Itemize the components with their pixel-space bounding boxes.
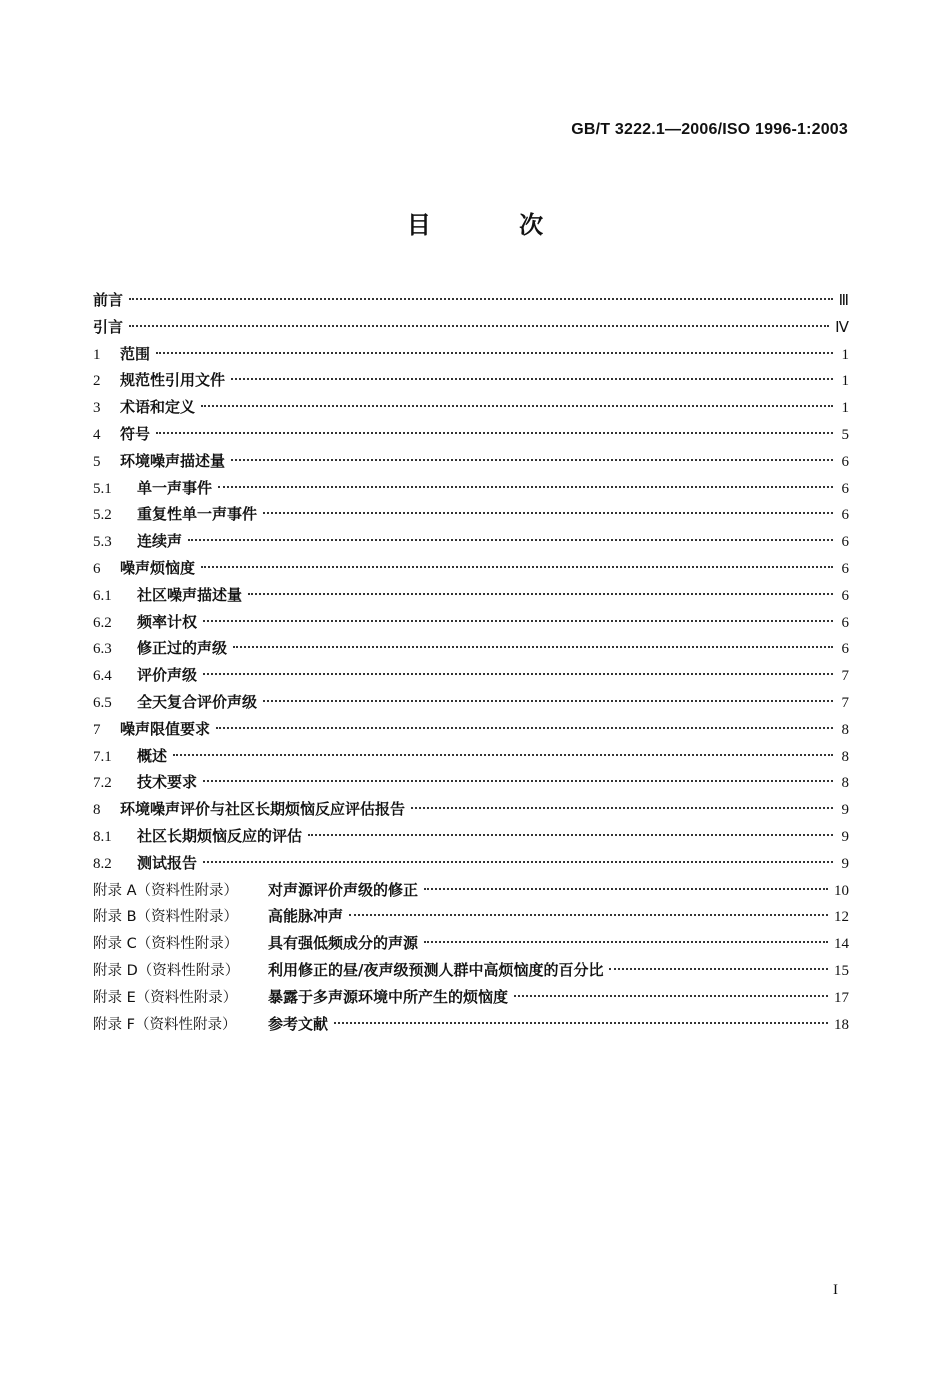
toc-entry-page: 18 [834, 1016, 849, 1033]
toc-entry-number: 7.1 [93, 748, 112, 765]
toc-entry[interactable] [93, 986, 849, 1013]
toc-entry[interactable] [93, 450, 849, 477]
toc-entry-page: Ⅳ [835, 319, 849, 336]
toc-entry-number: 4 [93, 426, 101, 443]
toc-entry-label: 参考文献 [268, 1014, 329, 1033]
toc-entry-number: 1 [93, 346, 101, 363]
toc-entry[interactable] [93, 316, 849, 343]
toc-entry-label: 修正过的声级 [137, 639, 228, 658]
toc-entry[interactable] [93, 343, 849, 370]
dot-leader [188, 539, 833, 541]
toc-entry-label: 全天复合评价声级 [137, 692, 258, 711]
toc-entry-number: 5.1 [93, 480, 112, 497]
toc-entry[interactable] [93, 530, 849, 557]
dot-leader [156, 432, 833, 434]
toc-entry-page: 6 [841, 507, 849, 524]
dot-leader [156, 352, 833, 354]
toc-entry-page: 6 [841, 453, 849, 470]
toc-entry-page: 6 [841, 480, 849, 497]
toc-entry-label: 具有强低频成分的声源 [268, 934, 419, 953]
table-of-contents [93, 289, 849, 1039]
toc-entry-label: 术语和定义 [120, 398, 196, 417]
dot-leader [203, 673, 833, 675]
dot-leader [424, 941, 828, 943]
dot-leader [424, 888, 828, 890]
toc-entry-page: 6 [841, 614, 849, 631]
toc-entry-label: 技术要求 [137, 773, 198, 792]
dot-leader [129, 298, 833, 300]
dot-leader [201, 566, 833, 568]
toc-entry[interactable] [93, 664, 849, 691]
toc-entry-page: 8 [841, 748, 849, 765]
toc-entry-page: 10 [834, 882, 849, 899]
dot-leader [203, 620, 833, 622]
toc-entry-number: 附录 A（资料性附录） [93, 882, 239, 899]
dot-leader [263, 512, 833, 514]
toc-entry-page: 6 [841, 534, 849, 551]
toc-entry-number: 7 [93, 721, 101, 738]
toc-entry-page: 9 [841, 828, 849, 845]
dot-leader [514, 995, 828, 997]
toc-entry-number: 6 [93, 560, 101, 577]
toc-entry-number: 6.5 [93, 694, 112, 711]
toc-entry[interactable] [93, 557, 849, 584]
dot-leader [248, 593, 833, 595]
toc-entry-page: 1 [841, 400, 849, 417]
toc-entry-label: 测试报告 [137, 853, 198, 872]
dot-leader [231, 378, 833, 380]
dot-leader [231, 459, 833, 461]
dot-leader [609, 968, 828, 970]
dot-leader [411, 807, 833, 809]
toc-entry-label: 单一声事件 [137, 478, 213, 497]
dot-leader [334, 1022, 828, 1024]
dot-leader [233, 646, 833, 648]
toc-entry[interactable] [93, 691, 849, 718]
dot-leader [349, 914, 828, 916]
toc-entry-label: 概述 [137, 746, 168, 765]
toc-entry-page: 15 [834, 962, 849, 979]
toc-entry-page: 12 [834, 909, 849, 926]
toc-entry[interactable] [93, 369, 849, 396]
toc-entry-number: 6.2 [93, 614, 112, 631]
toc-entry-label: 引言 [93, 317, 124, 336]
toc-entry-label: 噪声烦恼度 [120, 558, 196, 577]
toc-entry-label: 规范性引用文件 [120, 371, 226, 390]
toc-entry-number: 附录 B（资料性附录） [93, 909, 239, 926]
toc-entry-number: 8.1 [93, 828, 112, 845]
toc-entry-label: 环境噪声描述量 [120, 451, 226, 470]
toc-entry-number: 2 [93, 373, 101, 390]
toc-entry-label: 噪声限值要求 [120, 719, 211, 738]
toc-entry[interactable] [93, 584, 849, 611]
toc-entry-label: 利用修正的昼/夜声级预测人群中高烦恼度的百分比 [268, 960, 604, 979]
toc-entry-number: 7.2 [93, 775, 112, 792]
toc-entry[interactable] [93, 423, 849, 450]
toc-entry-label: 范围 [120, 344, 151, 363]
dot-leader [129, 325, 829, 327]
toc-entry-number: 6.1 [93, 587, 112, 604]
toc-entry-page: 7 [841, 694, 849, 711]
toc-entry[interactable] [93, 798, 849, 825]
toc-entry-label: 社区长期烦恼反应的评估 [137, 826, 303, 845]
dot-leader [308, 834, 833, 836]
page-number: I [833, 1282, 838, 1298]
toc-entry-number: 6.3 [93, 641, 112, 658]
toc-entry[interactable] [93, 503, 849, 530]
toc-entry-page: Ⅲ [838, 293, 849, 309]
toc-entry-page: 7 [841, 668, 849, 685]
toc-entry-page: 9 [841, 855, 849, 872]
toc-entry-page: 8 [841, 721, 849, 738]
toc-entry-number: 5.3 [93, 534, 112, 551]
standard-number: GB/T 3222.1—2006/ISO 1996-1:2003 [571, 121, 848, 138]
toc-entry-number: 附录 D（资料性附录） [93, 962, 240, 979]
toc-entry[interactable] [93, 637, 849, 664]
toc-entry-number: 3 [93, 400, 101, 417]
toc-entry[interactable] [93, 879, 849, 906]
toc-entry-number: 8 [93, 802, 101, 819]
toc-entry-page: 6 [841, 560, 849, 577]
toc-entry-page: 6 [841, 587, 849, 604]
toc-entry-number: 6.4 [93, 668, 112, 685]
toc-entry[interactable] [93, 959, 849, 986]
toc-entry-label: 符号 [120, 424, 151, 443]
toc-entry[interactable] [93, 905, 849, 932]
dot-leader [203, 861, 833, 863]
dot-leader [201, 405, 833, 407]
toc-entry-label: 环境噪声评价与社区长期烦恼反应评估报告 [120, 800, 406, 819]
dot-leader [216, 727, 833, 729]
toc-entry-label: 评价声级 [137, 666, 198, 685]
toc-entry-number: 附录 C（资料性附录） [93, 936, 239, 953]
toc-entry-number: 附录 E（资料性附录） [93, 989, 238, 1006]
toc-entry-page: 9 [841, 802, 849, 819]
toc-entry-page: 14 [834, 936, 849, 953]
toc-entry-number: 5.2 [93, 507, 112, 524]
toc-entry[interactable] [93, 932, 849, 959]
toc-entry-page: 8 [841, 775, 849, 792]
dot-leader [173, 754, 833, 756]
toc-entry-number: 8.2 [93, 855, 112, 872]
toc-entry[interactable] [93, 477, 849, 504]
toc-entry-page: 6 [841, 641, 849, 658]
toc-entry-label: 高能脉冲声 [268, 907, 344, 926]
toc-entry[interactable] [93, 745, 849, 772]
toc-entry[interactable] [93, 852, 849, 879]
dot-leader [263, 700, 833, 702]
toc-entry[interactable] [93, 1013, 849, 1040]
toc-entry-number: 5 [93, 453, 101, 470]
dot-leader [218, 486, 833, 488]
toc-entry[interactable] [93, 289, 849, 316]
toc-entry[interactable] [93, 771, 849, 798]
toc-entry-label: 暴露于多声源环境中所产生的烦恼度 [268, 987, 509, 1006]
toc-entry-label: 社区噪声描述量 [137, 585, 243, 604]
toc-entry-label: 频率计权 [137, 612, 198, 631]
toc-entry[interactable] [93, 825, 849, 852]
toc-entry-page: 1 [841, 373, 849, 390]
toc-entry[interactable] [93, 396, 849, 423]
toc-entry[interactable] [93, 718, 849, 745]
dot-leader [203, 780, 833, 782]
toc-entry-page: 17 [834, 989, 849, 1006]
toc-entry-label: 前言 [93, 291, 124, 309]
toc-entry-page: 1 [841, 346, 849, 363]
toc-entry-label: 对声源评价声级的修正 [268, 880, 419, 899]
toc-entry[interactable] [93, 611, 849, 638]
toc-entry-page: 5 [841, 426, 849, 443]
toc-entry-number: 附录 F（资料性附录） [93, 1016, 237, 1033]
toc-entry-label: 连续声 [137, 532, 183, 551]
page-title: 目 次 [406, 211, 584, 239]
toc-entry-label: 重复性单一声事件 [137, 505, 258, 524]
